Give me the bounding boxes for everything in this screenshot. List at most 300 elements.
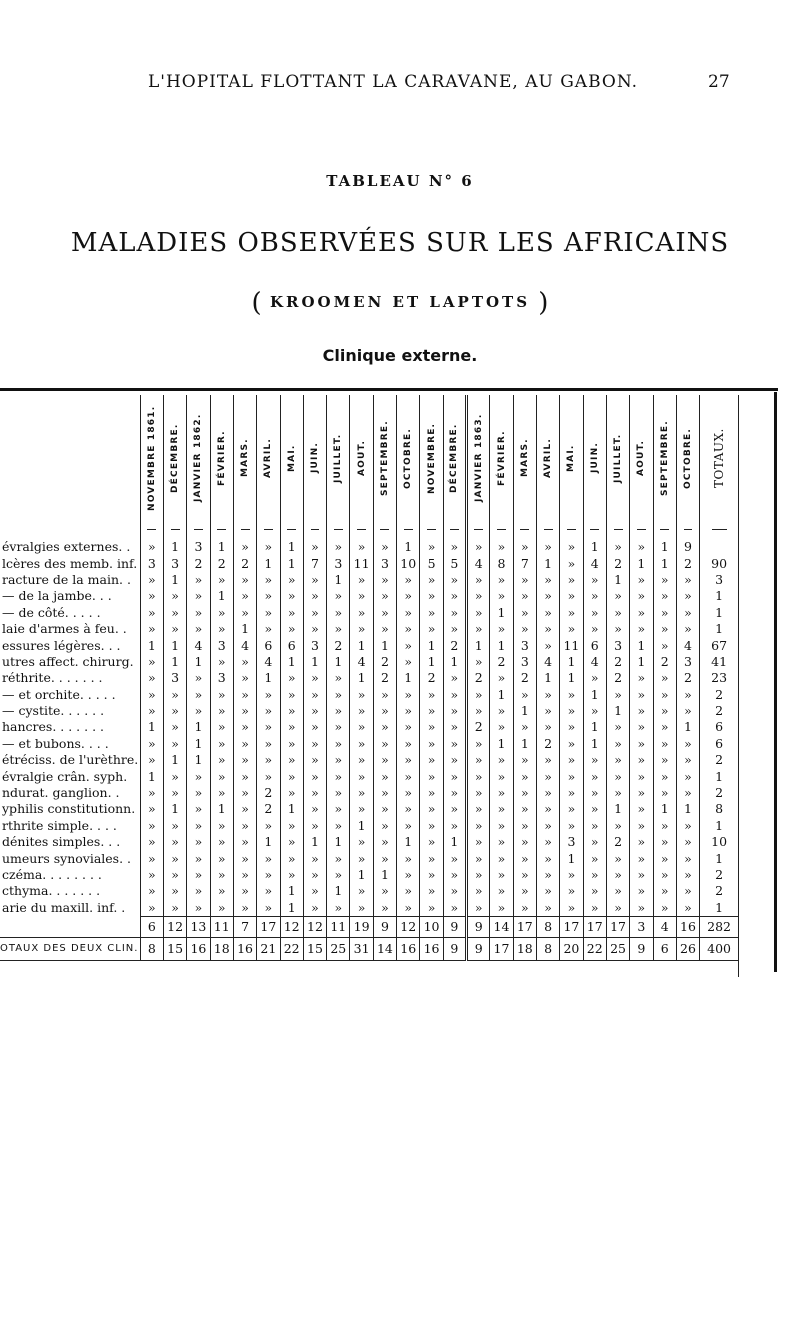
table-cell: » bbox=[443, 588, 466, 604]
table-cell: 8 bbox=[700, 801, 738, 817]
table-cell: » bbox=[420, 621, 443, 637]
table-cell: » bbox=[257, 900, 280, 917]
table-cell: 4 bbox=[583, 654, 606, 670]
table-cell: » bbox=[513, 687, 536, 703]
table-cell: » bbox=[606, 535, 629, 555]
table-cell: » bbox=[280, 752, 303, 768]
table-cell: » bbox=[490, 621, 513, 637]
table-cell: » bbox=[630, 572, 653, 588]
column-header-label: AOUT. bbox=[636, 439, 647, 477]
table-cell: » bbox=[233, 719, 256, 735]
dash-mark bbox=[660, 529, 669, 530]
table-cell: » bbox=[140, 867, 163, 883]
table-cell: 3 bbox=[513, 654, 536, 670]
table-cell: » bbox=[327, 687, 350, 703]
row-label: yphilis constitutionn. bbox=[2, 801, 136, 817]
table-cell: 2 bbox=[700, 703, 738, 719]
table-cell: » bbox=[420, 572, 443, 588]
column-header bbox=[513, 395, 536, 523]
table-cell: » bbox=[536, 818, 559, 834]
table-cell: » bbox=[233, 785, 256, 801]
table-cell: » bbox=[560, 883, 583, 899]
table-cell: 16 bbox=[676, 916, 699, 937]
table-cell: » bbox=[140, 687, 163, 703]
column-header bbox=[397, 395, 420, 523]
table-cell: » bbox=[350, 703, 373, 719]
table-cell: 1 bbox=[140, 719, 163, 735]
table-cell: 1 bbox=[163, 801, 186, 817]
table-cell: » bbox=[210, 850, 233, 866]
table-cell: » bbox=[467, 621, 490, 637]
table-cell: » bbox=[140, 785, 163, 801]
table-cell: » bbox=[397, 719, 420, 735]
table-cell: 17 bbox=[606, 916, 629, 937]
dash-cell bbox=[350, 523, 373, 535]
table-cell: » bbox=[373, 572, 396, 588]
table-cell: » bbox=[443, 768, 466, 784]
table-cell: 2 bbox=[676, 555, 699, 571]
table-cell: » bbox=[187, 850, 210, 866]
table-cell: » bbox=[187, 588, 210, 604]
table-cell: 26 bbox=[676, 937, 699, 960]
table-cell: » bbox=[676, 785, 699, 801]
table-cell: » bbox=[653, 785, 676, 801]
dash-cell bbox=[536, 523, 559, 535]
table-cell: 25 bbox=[606, 937, 629, 960]
dash-cell bbox=[676, 523, 699, 535]
table-cell: » bbox=[606, 719, 629, 735]
table-cell: » bbox=[397, 768, 420, 784]
table-cell: » bbox=[233, 703, 256, 719]
table-row bbox=[0, 703, 738, 719]
running-head-title: L'HOPITAL FLOTTANT LA CARAVANE, AU GABON. bbox=[148, 72, 639, 92]
table-cell: 18 bbox=[210, 937, 233, 960]
table-cell: » bbox=[443, 719, 466, 735]
table-cell: 17 bbox=[560, 916, 583, 937]
table-cell: 9 bbox=[676, 535, 699, 555]
table-cell: 1 bbox=[373, 867, 396, 883]
table-cell: » bbox=[536, 572, 559, 588]
table-cell: » bbox=[536, 687, 559, 703]
table-cell: » bbox=[560, 605, 583, 621]
table-row bbox=[0, 752, 738, 768]
column-header-label: FÉVRIER. bbox=[496, 430, 507, 486]
table-cell: 10 bbox=[700, 834, 738, 850]
table-cell: 1 bbox=[350, 637, 373, 653]
column-header bbox=[420, 395, 443, 523]
table-cell: 1 bbox=[583, 736, 606, 752]
table-cell: » bbox=[676, 867, 699, 883]
table-cell: » bbox=[280, 867, 303, 883]
table-cell: » bbox=[233, 752, 256, 768]
table-cell: 6 bbox=[700, 719, 738, 735]
table-cell: » bbox=[676, 900, 699, 917]
dash-cell bbox=[327, 523, 350, 535]
table-cell: » bbox=[443, 687, 466, 703]
table-cell: » bbox=[140, 900, 163, 917]
table-cell: » bbox=[327, 801, 350, 817]
table-cell: » bbox=[560, 867, 583, 883]
dash-mark bbox=[404, 529, 413, 530]
table-cell: » bbox=[490, 572, 513, 588]
table-cell: » bbox=[397, 588, 420, 604]
table-cell: 2 bbox=[467, 719, 490, 735]
table-cell: 7 bbox=[233, 916, 256, 937]
column-header-label: MARS. bbox=[240, 438, 251, 478]
table-cell: 16 bbox=[187, 937, 210, 960]
table-cell: 1 bbox=[443, 834, 466, 850]
table-cell: » bbox=[560, 736, 583, 752]
table-row bbox=[0, 818, 738, 834]
table-cell: 3 bbox=[163, 555, 186, 571]
table-cell: » bbox=[257, 719, 280, 735]
table-cell: » bbox=[350, 535, 373, 555]
table-cell: 4 bbox=[350, 654, 373, 670]
table-cell: » bbox=[420, 687, 443, 703]
table-cell: 9 bbox=[467, 937, 490, 960]
table-cell: 2 bbox=[373, 670, 396, 686]
table-cell: » bbox=[350, 605, 373, 621]
row-label: — et bubons. . . . bbox=[2, 735, 109, 751]
column-header bbox=[606, 395, 629, 523]
table-cell: » bbox=[513, 867, 536, 883]
table-cell: » bbox=[653, 621, 676, 637]
table-cell: 67 bbox=[700, 637, 738, 653]
table-cell: 1 bbox=[187, 654, 210, 670]
table-row bbox=[0, 801, 738, 817]
table-cell: 9 bbox=[373, 916, 396, 937]
table-cell: » bbox=[373, 621, 396, 637]
table-cell: » bbox=[163, 785, 186, 801]
table-cell: » bbox=[490, 801, 513, 817]
table-cell: » bbox=[257, 621, 280, 637]
table-cell: » bbox=[630, 801, 653, 817]
table-cell: » bbox=[373, 535, 396, 555]
table-cell: » bbox=[583, 801, 606, 817]
table-cell: 15 bbox=[303, 937, 326, 960]
table-cell: » bbox=[630, 752, 653, 768]
table-cell: 6 bbox=[280, 637, 303, 653]
table-cell: 9 bbox=[467, 916, 490, 937]
table-cell: » bbox=[303, 801, 326, 817]
table-cell: » bbox=[163, 818, 186, 834]
column-header-label: OCTOBRE. bbox=[403, 427, 414, 489]
table-cell: » bbox=[210, 654, 233, 670]
table-cell: » bbox=[373, 605, 396, 621]
table-cell: 1 bbox=[653, 535, 676, 555]
column-header bbox=[140, 395, 163, 523]
table-cell: » bbox=[560, 768, 583, 784]
table-cell: » bbox=[327, 588, 350, 604]
table-cell: » bbox=[536, 801, 559, 817]
table-cell: 1 bbox=[303, 654, 326, 670]
dash-mark bbox=[241, 529, 250, 530]
row-label: cthyma. . . . . . . bbox=[2, 883, 101, 899]
column-header bbox=[187, 395, 210, 523]
table-cell: » bbox=[233, 867, 256, 883]
table-cell: 7 bbox=[513, 555, 536, 571]
dash-cell bbox=[443, 523, 466, 535]
table-cell: » bbox=[606, 736, 629, 752]
row-label: étréciss. de l'urèthre. bbox=[2, 752, 139, 768]
row-label: — cystite. . . . . . bbox=[2, 703, 105, 719]
table-row bbox=[0, 535, 738, 555]
table-cell: » bbox=[303, 867, 326, 883]
dash-cell bbox=[513, 523, 536, 535]
table-cell: 1 bbox=[233, 621, 256, 637]
table-cell: » bbox=[536, 785, 559, 801]
table-cell: » bbox=[513, 834, 536, 850]
table-cell: » bbox=[163, 605, 186, 621]
column-header-label: JUILLET. bbox=[333, 433, 344, 483]
table-cell: » bbox=[280, 605, 303, 621]
table-cell: » bbox=[420, 588, 443, 604]
table-cell: 1 bbox=[700, 900, 738, 917]
table-cell: » bbox=[536, 719, 559, 735]
dash-row bbox=[0, 523, 738, 535]
row-label: czéma. . . . . . . . bbox=[2, 867, 102, 882]
table-cell: 1 bbox=[163, 654, 186, 670]
page-title: MALADIES OBSERVÉES SUR LES AFRICAINS bbox=[70, 228, 730, 258]
column-header bbox=[303, 395, 326, 523]
table-row bbox=[0, 621, 738, 637]
table-cell: » bbox=[467, 703, 490, 719]
row-label: — et orchite. . . . . bbox=[2, 686, 116, 702]
table-cell: » bbox=[653, 687, 676, 703]
table-cell: 1 bbox=[257, 834, 280, 850]
table-cell: 1 bbox=[700, 850, 738, 866]
table-row bbox=[0, 588, 738, 604]
table-cell: » bbox=[140, 654, 163, 670]
table-cell: » bbox=[443, 621, 466, 637]
table-cell: » bbox=[513, 572, 536, 588]
dash-cell bbox=[653, 523, 676, 535]
table-cell: » bbox=[606, 900, 629, 917]
dash-label-cell bbox=[0, 523, 140, 535]
table-cell: » bbox=[187, 670, 210, 686]
table-cell: » bbox=[443, 535, 466, 555]
row-label: OTAUX DES DEUX CLIN. bbox=[0, 937, 140, 960]
table-cell: » bbox=[653, 719, 676, 735]
table-cell: 2 bbox=[210, 555, 233, 571]
table-cell: 6 bbox=[583, 637, 606, 653]
table-cell: » bbox=[257, 588, 280, 604]
table-cell: » bbox=[420, 834, 443, 850]
table-cell: » bbox=[163, 719, 186, 735]
table-cell: » bbox=[630, 670, 653, 686]
table-cell: 1 bbox=[163, 572, 186, 588]
table-cell: » bbox=[373, 850, 396, 866]
table-cell: 1 bbox=[397, 834, 420, 850]
table-cell: 1 bbox=[490, 687, 513, 703]
table-cell: » bbox=[467, 736, 490, 752]
table-row bbox=[0, 654, 738, 670]
table-cell: 1 bbox=[700, 818, 738, 834]
table-cell: » bbox=[490, 850, 513, 866]
table-cell: 22 bbox=[280, 937, 303, 960]
table-cell: » bbox=[653, 637, 676, 653]
close-paren: ) bbox=[538, 288, 549, 318]
table-cell: » bbox=[373, 719, 396, 735]
column-header bbox=[560, 395, 583, 523]
table-cell: » bbox=[350, 801, 373, 817]
table-cell: » bbox=[560, 572, 583, 588]
table-cell: » bbox=[187, 801, 210, 817]
dash-mark bbox=[171, 529, 180, 530]
table-cell: » bbox=[443, 736, 466, 752]
table-cell: » bbox=[397, 736, 420, 752]
column-header bbox=[653, 395, 676, 523]
dash-mark bbox=[194, 529, 203, 530]
table-cell: » bbox=[606, 752, 629, 768]
table-cell: 1 bbox=[350, 670, 373, 686]
dash-mark bbox=[217, 529, 226, 530]
table-cell: 17 bbox=[257, 916, 280, 937]
table-cell: » bbox=[303, 535, 326, 555]
table-cell: » bbox=[420, 605, 443, 621]
table-cell: » bbox=[140, 801, 163, 817]
table-cell: 2 bbox=[490, 654, 513, 670]
table-cell: » bbox=[280, 768, 303, 784]
row-label: ndurat. ganglion. . bbox=[2, 785, 120, 801]
table-row bbox=[0, 850, 738, 866]
table-cell: » bbox=[187, 703, 210, 719]
table-cell: » bbox=[536, 883, 559, 899]
table-cell: » bbox=[536, 535, 559, 555]
column-header-label: NOVEMBRE 1861. bbox=[146, 405, 157, 511]
table-cell: » bbox=[630, 834, 653, 850]
column-header-label: MARS. bbox=[519, 438, 530, 478]
table-cell: 2 bbox=[700, 867, 738, 883]
column-header bbox=[280, 395, 303, 523]
table-cell: » bbox=[350, 834, 373, 850]
table-cell: 1 bbox=[257, 670, 280, 686]
table-cell: 25 bbox=[327, 937, 350, 960]
row-label: arie du maxill. inf. . bbox=[2, 900, 126, 916]
table-cell: » bbox=[233, 818, 256, 834]
table-cell: » bbox=[653, 736, 676, 752]
table-cell: 13 bbox=[187, 916, 210, 937]
dash-cell bbox=[140, 523, 163, 535]
table-cell: » bbox=[467, 867, 490, 883]
dash-cell bbox=[630, 523, 653, 535]
table-cell: » bbox=[303, 670, 326, 686]
table-cell: » bbox=[373, 687, 396, 703]
table-cell: 6 bbox=[257, 637, 280, 653]
table-cell: » bbox=[583, 752, 606, 768]
column-header bbox=[373, 395, 396, 523]
table-cell: » bbox=[257, 572, 280, 588]
table-cell: » bbox=[653, 834, 676, 850]
table-cell: » bbox=[606, 883, 629, 899]
table-cell: » bbox=[210, 867, 233, 883]
table-cell: 4 bbox=[653, 916, 676, 937]
table-cell: » bbox=[140, 736, 163, 752]
table-cell: 12 bbox=[397, 916, 420, 937]
table-cell: » bbox=[513, 719, 536, 735]
table-cell: 3 bbox=[327, 555, 350, 571]
table-cell: » bbox=[257, 850, 280, 866]
table-cell: 1 bbox=[653, 555, 676, 571]
table-cell: » bbox=[280, 588, 303, 604]
table-cell: » bbox=[676, 834, 699, 850]
table-cell: » bbox=[630, 703, 653, 719]
table-cell: 1 bbox=[513, 703, 536, 719]
table-cell: 11 bbox=[327, 916, 350, 937]
column-header-label: AOUT. bbox=[356, 439, 367, 477]
column-header bbox=[700, 395, 738, 523]
row-label: évralgie crân. syph. bbox=[2, 768, 128, 784]
table-cell: 1 bbox=[676, 719, 699, 735]
table-cell: 1 bbox=[490, 637, 513, 653]
table-cell: 21 bbox=[257, 937, 280, 960]
table-cell: 17 bbox=[490, 937, 513, 960]
dash-mark bbox=[311, 529, 320, 530]
table-cell: 10 bbox=[397, 555, 420, 571]
table-cell: » bbox=[397, 605, 420, 621]
table-cell: 20 bbox=[560, 937, 583, 960]
table-cell: » bbox=[420, 900, 443, 917]
table-cell: 8 bbox=[536, 916, 559, 937]
table-cell: 2 bbox=[187, 555, 210, 571]
table-cell: » bbox=[443, 785, 466, 801]
page-number: 27 bbox=[708, 72, 730, 92]
table-cell: » bbox=[187, 768, 210, 784]
table-cell: 1 bbox=[280, 900, 303, 917]
table-cell: » bbox=[490, 588, 513, 604]
table-row bbox=[0, 670, 738, 686]
row-label: hancres. . . . . . . bbox=[2, 719, 104, 735]
table-cell: » bbox=[560, 555, 583, 571]
table-cell: » bbox=[467, 687, 490, 703]
table-row bbox=[0, 572, 738, 588]
table-cell: » bbox=[443, 605, 466, 621]
dash-mark bbox=[450, 529, 459, 530]
table-cell: » bbox=[536, 621, 559, 637]
table-body bbox=[0, 523, 738, 960]
table-cell: » bbox=[233, 588, 256, 604]
table-cell: » bbox=[467, 768, 490, 784]
table-cell: » bbox=[606, 785, 629, 801]
column-header-label: TOTAUX. bbox=[712, 428, 727, 488]
table-cell: » bbox=[630, 588, 653, 604]
table-cell: » bbox=[606, 850, 629, 866]
column-header bbox=[467, 395, 490, 523]
table-cell: » bbox=[536, 834, 559, 850]
table-cell: » bbox=[606, 768, 629, 784]
table-cell: » bbox=[653, 588, 676, 604]
table-cell: » bbox=[653, 867, 676, 883]
table-cell: 16 bbox=[397, 937, 420, 960]
table-cell: » bbox=[350, 621, 373, 637]
table-cell: » bbox=[210, 572, 233, 588]
table-cell: 4 bbox=[536, 654, 559, 670]
table-cell: » bbox=[233, 654, 256, 670]
table-cell: 3 bbox=[513, 637, 536, 653]
table-cell: 2 bbox=[700, 752, 738, 768]
table-cell: » bbox=[257, 752, 280, 768]
table-cell: » bbox=[630, 736, 653, 752]
column-header bbox=[327, 395, 350, 523]
column-header-label: JANVIER 1863. bbox=[473, 413, 484, 503]
table-cell: » bbox=[397, 572, 420, 588]
table-cell: 1 bbox=[163, 535, 186, 555]
column-header bbox=[676, 395, 699, 523]
table-cell: » bbox=[350, 572, 373, 588]
row-label bbox=[0, 916, 140, 937]
table-cell: » bbox=[187, 834, 210, 850]
table-cell: » bbox=[606, 605, 629, 621]
